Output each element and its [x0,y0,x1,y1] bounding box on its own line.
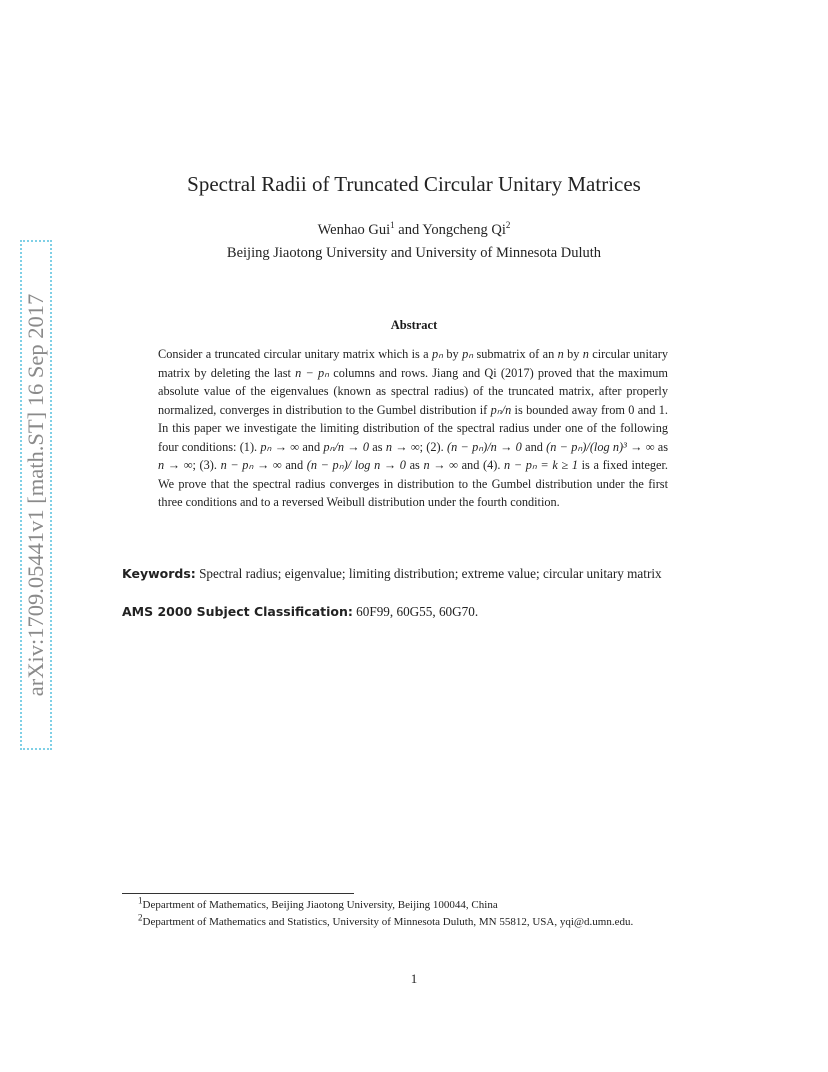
abstract-text: ; (3). [192,458,221,472]
paper-title: Spectral Radii of Truncated Circular Unitary Matrices [187,172,641,196]
math-expression: (n − pₙ)/ log n → 0 [306,458,406,472]
math-expression: n → ∞ [385,439,420,454]
footnote-2 [122,914,706,931]
math-expression: n − pₙ → ∞ [220,458,282,472]
abstract-text: Consider a truncated circular unitary matrix which is a [158,347,432,361]
footnote-1 [138,895,708,911]
abstract-text: and (4). [457,458,505,472]
math-expression: pₙ [431,347,444,361]
math-expression: (n − pₙ)/n → 0 [447,439,522,454]
footnote-text: Department of Mathematics, Beijing Jiaotong University, Beijing 100044, China [142,899,498,911]
footnote-text: Department of Mathematics and Statistics, University of Minnesota Duluth, MN 55812, USA, yqi@d.umn.edu. [142,916,634,928]
footnote-marker: 2 [138,912,143,923]
footnote-divider [122,893,354,894]
keywords-label: Keywords: [122,566,196,581]
abstract-heading: Abstract [390,318,438,332]
math-expression: n [557,347,564,361]
abstract-text: as [654,439,668,454]
math-expression: (n − pₙ)/(log n)³ → ∞ [546,439,655,454]
abstract-text: submatrix of an [473,347,558,361]
math-expression: pₙ → ∞ [260,439,300,454]
ams-codes: 60F99, 60G55, 60G70. [352,604,479,619]
math-expression: n − pₙ [295,365,330,380]
ams-classification [122,604,706,620]
abstract-body [158,345,668,512]
author-name: Yongcheng Qi [422,222,506,238]
ams-label: AMS 2000 Subject Classification: [122,604,353,619]
abstract-text: by [563,347,583,361]
keywords-text: Spectral radius; eigenvalue; limiting distribution; extreme value; circular unitary matrix [195,566,662,581]
footnote-marker: 1 [138,895,143,906]
math-expression: pₙ [462,347,474,361]
math-expression: n → ∞ [158,458,193,472]
math-expression: pₙ/n [490,402,512,417]
math-expression: pₙ/n → 0 [323,439,370,454]
abstract-text: and [521,439,547,454]
affiliation: Beijing Jiaotong University and University of Minnesota Duluth [226,245,602,261]
abstract-text: ; (2). [419,439,447,454]
abstract-text: by [443,347,463,361]
arxiv-identifier[interactable]: arXiv:1709.05441v1 [math.ST] 16 Sep 2017 [23,293,48,697]
author-name: Wenhao Gui [317,222,391,238]
footnote-marker: 2 [505,220,511,231]
math-expression: n [582,347,589,361]
author-conjunction: and [394,222,423,238]
page-number: 1 [410,971,418,986]
math-expression: n − pₙ = k ≥ 1 [504,458,578,472]
abstract-text: columns and rows. Jiang and Qi (2017) proved that the maximum absolute value of the eigenvalues (known as spectral radius) of the truncated matrix, after properly normalized, converges in distribution to the Gumbel distribution if [158,365,668,417]
footnote-marker: 1 [390,220,395,231]
math-expression: n → ∞ [423,458,458,472]
abstract-text: is a fixed integer. We prove that the spectral radius converges in distribution to the Gumbel distribution under the first three conditions and to a reversed Weibull distribution under the fourth condition. [158,458,669,509]
abstract-text: and [281,458,307,472]
keywords-section [122,564,706,583]
abstract-text: and [299,439,324,454]
abstract-text: as [369,439,386,454]
abstract-text: circular unitary matrix by deleting the last [158,347,668,380]
author-line [0,222,828,239]
abstract-text: is bounded away from 0 and 1. In this paper we investigate the limiting distribution of the spectral radius under one of the following four conditions: (1). [158,402,669,454]
abstract-text: as [405,458,424,472]
